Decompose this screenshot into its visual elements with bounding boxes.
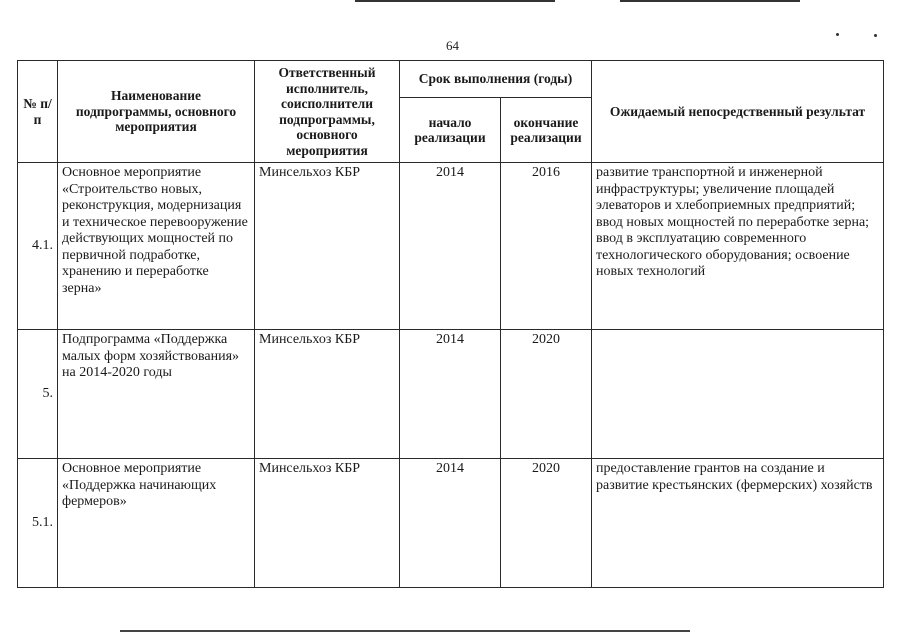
row-num: 4.1.	[18, 163, 58, 330]
header-name: Наименование подпрограммы, основного мероприятия	[58, 61, 255, 163]
scan-speck	[836, 33, 839, 36]
scan-speck	[874, 34, 877, 37]
row-result	[592, 330, 884, 459]
page-number: 64	[446, 38, 459, 53]
row-name: Подпрограмма «Поддержка малых форм хозяйствования» на 2014-2020 годы	[58, 330, 255, 459]
header-responsible: Ответственный исполнитель, соисполнители подпрограммы, основного мероприятия	[255, 61, 400, 163]
header-end: окончание реализации	[501, 98, 592, 163]
scan-bottom-edge-line	[120, 630, 690, 632]
row-responsible: Минсельхоз КБР	[255, 330, 400, 459]
header-num: № п/п	[18, 61, 58, 163]
scan-top-edge-line	[355, 0, 555, 2]
header-start: начало реализации	[400, 98, 501, 163]
header-row	[18, 61, 884, 98]
row-end: 2016	[501, 163, 592, 330]
table-row	[18, 163, 884, 330]
row-num: 5.1.	[18, 459, 58, 588]
row-result: развитие транспортной и инженерной инфраструктуры; увеличение площадей элеваторов и хлебоприемных предприятий; ввод новых мощностей по переработке зерна; ввод в эксплуатацию современного технологического оборудования; освоение новых технологий	[592, 163, 884, 330]
row-name: Основное мероприятие «Поддержка начинающих фермеров»	[58, 459, 255, 588]
row-end: 2020	[501, 459, 592, 588]
row-start: 2014	[400, 330, 501, 459]
row-end: 2020	[501, 330, 592, 459]
row-responsible: Минсельхоз КБР	[255, 459, 400, 588]
row-responsible: Минсельхоз КБР	[255, 163, 400, 330]
row-result: предоставление грантов на создание и развитие крестьянских (фермерских) хозяйств	[592, 459, 884, 588]
row-start: 2014	[400, 459, 501, 588]
header-term: Срок выполнения (годы)	[400, 61, 592, 98]
row-start: 2014	[400, 163, 501, 330]
scan-top-edge-line	[620, 0, 800, 2]
header-result: Ожидаемый непосредственный результат	[592, 61, 884, 163]
row-num: 5.	[18, 330, 58, 459]
row-name: Основное мероприятие «Строительство новых, реконструкция, модернизация и техническое перевооружение действующих мощностей по первичной подработке, хранению и переработке зерна»	[58, 163, 255, 330]
table-row	[18, 459, 884, 588]
table-row	[18, 330, 884, 459]
program-table	[17, 60, 884, 588]
